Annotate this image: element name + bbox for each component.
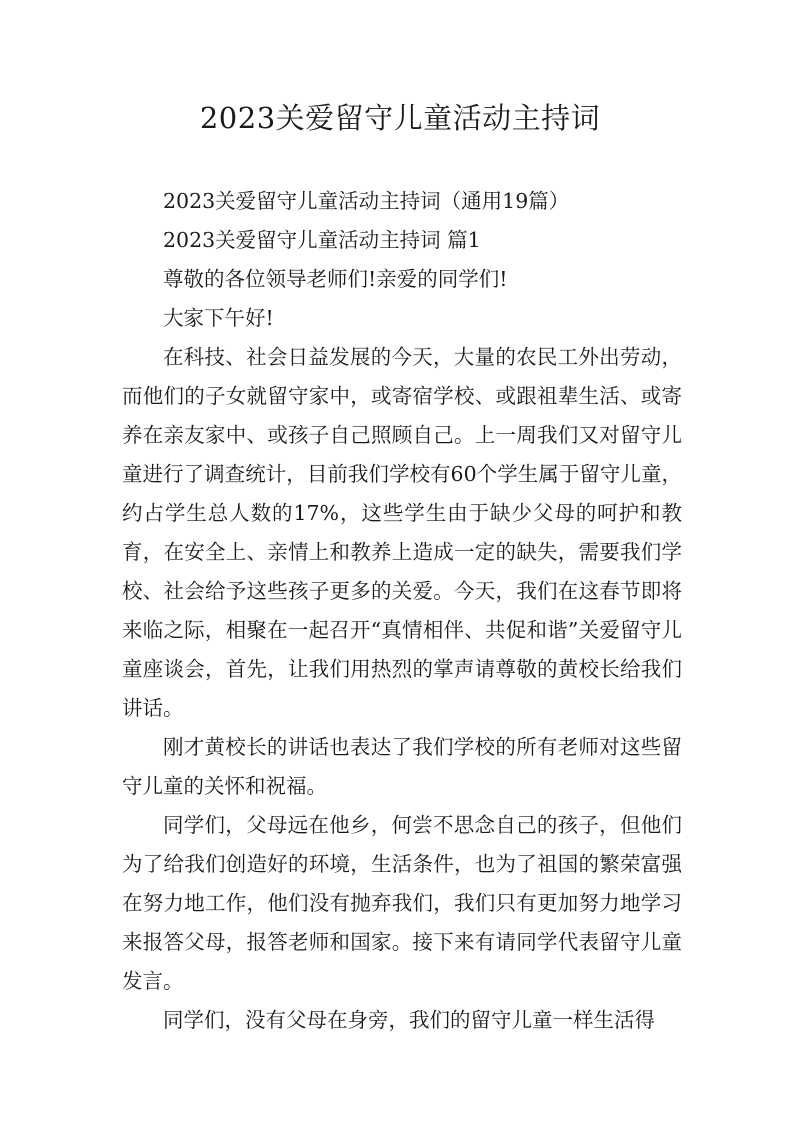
greeting: 大家下午好! <box>163 306 274 330</box>
document-title: 2023关爱留守儿童活动主持词 <box>199 101 601 135</box>
body-paragraph: 同学们，没有父母在身旁，我们的留守儿童一样生活得 <box>163 1008 655 1032</box>
document-subtitle: 2023关爱留守儿童活动主持词（通用19篇） <box>163 189 570 213</box>
body-paragraph: 同学们，父母远在他乡，何尝不思念自己的孩子，但他们为了给我们创造好的环境，生活条件，也为了祖国的繁荣富强在努力地工作，他们没有抛弃我们，我们只有更加努力地学习来报答父母，报答老师和国家。接下来有请同学代表留守儿童发言。 <box>122 813 682 993</box>
document-body <box>122 182 682 1040</box>
salutation: 尊敬的各位领导老师们!亲爱的同学们! <box>163 267 508 291</box>
body-paragraph: 在科技、社会日益发展的今天，大量的农民工外出劳动，而他们的子女就留守家中，或寄宿学校、或跟祖辈生活、或寄养在亲友家中、或孩子自己照顾自己。上一周我们又对留守儿童进行了调查统计，目前我们学校有60个学生属于留守儿童，约占学生总人数的17%，这些学生由于缺少父母的呵护和教育，在安全上、亲情上和教养上造成一定的缺失，需要我们学校、社会给予这些孩子更多的关爱。今天，我们在这春节即将来临之际，相聚在一起召开“真情相伴、共促和谐”关爱留守儿童座谈会，首先，让我们用热烈的掌声请尊敬的黄校长给我们讲话。 <box>122 345 682 720</box>
section-heading: 2023关爱留守儿童活动主持词 篇1 <box>163 228 481 252</box>
body-paragraph: 刚才黄校长的讲话也表达了我们学校的所有老师对这些留守儿童的关怀和祝福。 <box>122 735 682 798</box>
